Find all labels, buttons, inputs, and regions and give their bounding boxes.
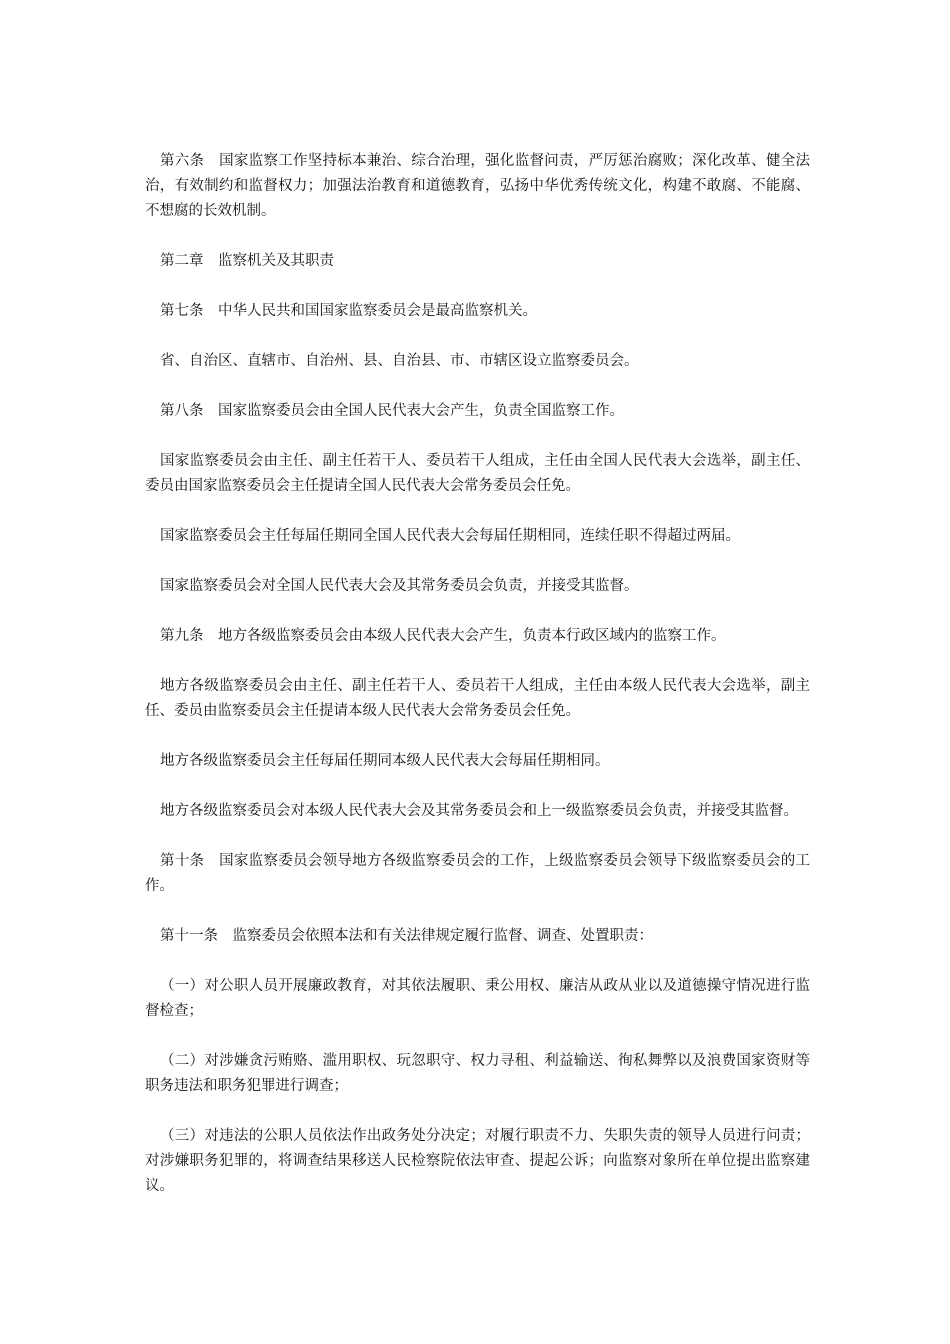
article-9-clause-2: 地方各级监察委员会由主任、副主任若干人、委员若干人组成，主任由本级人民代表大会选举，副主任、委员由监察委员会主任提请本级人民代表大会常务委员会任免。 — [145, 678, 810, 719]
article-8-paragraph: 第八条 国家监察委员会由全国人民代表大会产生，负责全国监察工作。 — [160, 403, 624, 419]
article-8-clause-3: 国家监察委员会主任每届任期同全国人民代表大会每届任期相同，连续任职不得超过两届。 — [160, 528, 740, 544]
chapter-2-heading: 第二章 监察机关及其职责 — [160, 253, 334, 269]
article-11-item-1: （一）对公职人员开展廉政教育，对其依法履职、秉公用权、廉洁从政从业以及道德操守情况进行监督检查； — [145, 978, 810, 1019]
article-8-clause-4: 国家监察委员会对全国人民代表大会及其常务委员会负责，并接受其监督。 — [160, 578, 639, 594]
article-7-paragraph: 第七条 中华人民共和国国家监察委员会是最高监察机关。 — [160, 303, 537, 319]
article-7-clause-2: 省、自治区、直辖市、自治州、县、自治县、市、市辖区设立监察委员会。 — [160, 353, 639, 369]
article-11-item-2: （二）对涉嫌贪污贿赂、滥用职权、玩忽职守、权力寻租、利益输送、徇私舞弊以及浪费国家资财等职务违法和职务犯罪进行调查； — [145, 1053, 810, 1094]
article-6-paragraph: 第六条 国家监察工作坚持标本兼治、综合治理，强化监督问责，严厉惩治腐败；深化改革、健全法治，有效制约和监督权力；加强法治教育和道德教育，弘扬中华优秀传统文化，构建不敢腐、不能腐、不想腐的长效机制。 — [145, 153, 810, 219]
article-9-clause-4: 地方各级监察委员会对本级人民代表大会及其常务委员会和上一级监察委员会负责，并接受其监督。 — [160, 803, 798, 819]
article-9-paragraph: 第九条 地方各级监察委员会由本级人民代表大会产生，负责本行政区域内的监察工作。 — [160, 628, 726, 644]
document-body — [145, 149, 810, 1199]
article-10-paragraph: 第十条 国家监察委员会领导地方各级监察委员会的工作，上级监察委员会领导下级监察委员会的工作。 — [145, 853, 810, 894]
article-11-item-3: （三）对违法的公职人员依法作出政务处分决定；对履行职责不力、失职失责的领导人员进行问责；对涉嫌职务犯罪的，将调查结果移送人民检察院依法审查、提起公诉；向监察对象所在单位提出监察建议。 — [145, 1128, 810, 1194]
article-11-paragraph: 第十一条 监察委员会依照本法和有关法律规定履行监督、调查、处置职责： — [160, 928, 653, 944]
article-9-clause-3: 地方各级监察委员会主任每届任期同本级人民代表大会每届任期相同。 — [160, 753, 610, 769]
article-8-clause-2: 国家监察委员会由主任、副主任若干人、委员若干人组成，主任由全国人民代表大会选举，副主任、委员由国家监察委员会主任提请全国人民代表大会常务委员会任免。 — [145, 453, 810, 494]
